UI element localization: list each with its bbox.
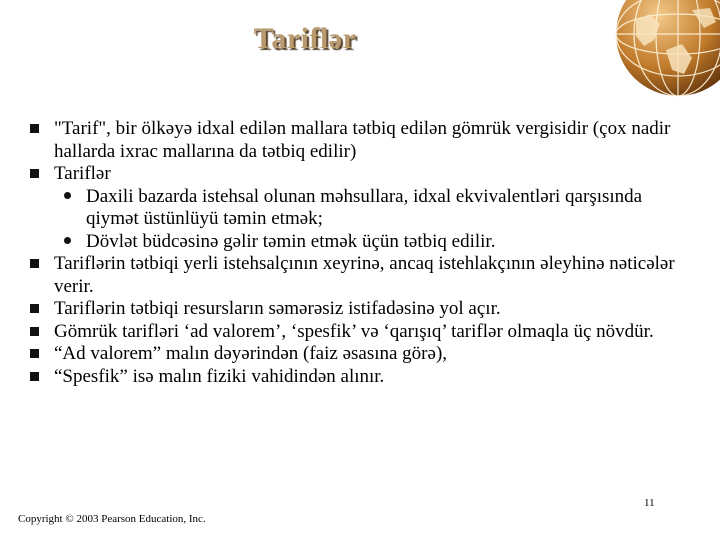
bullet-text: Tariflər: [54, 163, 111, 184]
bullet-text: “Ad valorem” malın dəyərindən (faiz əsasına görə),: [54, 343, 448, 364]
sub-bullet-item: [30, 231, 698, 254]
bullet-item: [30, 366, 698, 389]
copyright-notice: Copyright © 2003 Pearson Education, Inc.: [18, 513, 206, 525]
bullet-item: [30, 298, 698, 321]
bullet-item: [30, 118, 698, 163]
bullet-text: Gömrük tarifləri ‘ad valorem’, ‘spesfik’ və ‘qarışıq’ tariflər olmaqla üç növdür.: [54, 320, 654, 342]
square-bullet-icon: [30, 259, 39, 268]
sub-bullet-text: Daxili bazarda istehsal olunan məhsullara, idxal ekvivalentləri qarşısında qiymət üstünlüyü təmin etmək;: [86, 185, 643, 229]
bullet-item: [30, 253, 698, 298]
globe-icon: [606, 0, 720, 100]
square-bullet-icon: [30, 124, 39, 133]
bullet-text: “Spesfik” isə malın fiziki vahidindən alınır.: [54, 365, 385, 387]
slide-content: [30, 118, 698, 388]
bullet-item: [30, 321, 698, 344]
sub-bullet-item: [30, 186, 698, 231]
bullet-text: Tariflərin tətbiqi resursların səmərəsiz istifadəsinə yol açır.: [54, 298, 501, 319]
square-bullet-icon: [30, 327, 39, 336]
round-bullet-icon: [64, 237, 71, 244]
square-bullet-icon: [30, 372, 39, 381]
square-bullet-icon: [30, 349, 39, 358]
bullet-text: Tariflərin tətbiqi yerli istehsalçının xeyrinə, ancaq istehlakçının əleyhinə nəticələr verir.: [54, 253, 675, 297]
bullet-text: "Tarif", bir ölkəyə idxal edilən mallara tətbiq edilən gömrük vergisidir (çox nadir hallarda ixrac mallarına da tətbiq edilir): [54, 118, 671, 162]
sub-bullet-text: Dövlət büdcəsinə gəlir təmin etmək üçün tətbiq edilir.: [86, 230, 496, 252]
bullet-item: [30, 163, 698, 186]
bullet-item: [30, 343, 698, 366]
round-bullet-icon: [64, 192, 71, 199]
slide-title: Tariflər: [253, 22, 357, 55]
square-bullet-icon: [30, 169, 39, 178]
square-bullet-icon: [30, 304, 39, 313]
page-number: 11: [644, 497, 655, 509]
